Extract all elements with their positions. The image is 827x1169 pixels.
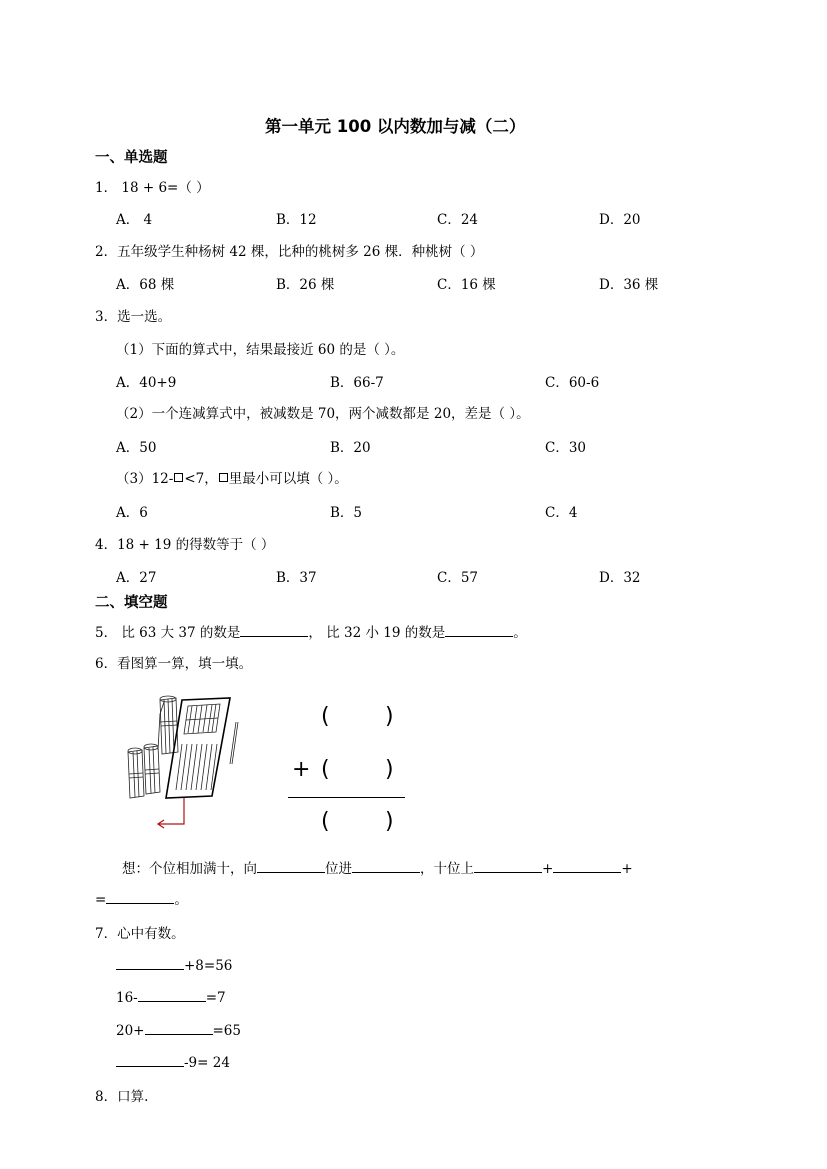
question-3-stem: 3．选一选。 — [95, 309, 172, 325]
q6-equals: = — [95, 892, 107, 908]
box-placeholder-icon — [174, 473, 183, 482]
question-3-sub1: （1）下面的算式中，结果最接近 60 的是（ ）。 — [116, 342, 405, 358]
q6-blank-4[interactable] — [553, 858, 621, 873]
question-8-stem: 8．口算. — [95, 1089, 149, 1105]
q1-option-b[interactable]: B．12 — [276, 212, 317, 228]
question-4-stem: 4．18 + 19 的得数等于（ ） — [95, 537, 275, 553]
question-1-stem: 1． 18 + 6=（ ） — [95, 180, 210, 196]
q7-line-2-text-b: =7 — [205, 990, 226, 1006]
q7-line-3 — [116, 1020, 241, 1039]
q1-option-d[interactable]: D．20 — [599, 212, 641, 228]
q3-sub3-option-b[interactable]: B．5 — [330, 505, 363, 521]
addend-2-close-paren: ) — [385, 757, 394, 782]
addend-2-open-paren: ( — [321, 757, 330, 782]
q3-sub2-option-c[interactable]: C．30 — [545, 440, 587, 456]
q6-think-text-b: 位进 — [325, 861, 352, 877]
q6-blank-5[interactable] — [106, 889, 174, 904]
question-2-stem: 2．五年级学生种杨树 42 棵，比种的桃树多 26 棵．种桃树（ ） — [95, 244, 484, 260]
addend-1-close-paren: ) — [385, 704, 394, 729]
q2-option-b[interactable]: B．26 棵 — [276, 277, 335, 293]
plus-sign: + — [292, 757, 311, 782]
q4-option-a[interactable]: A．27 — [116, 570, 157, 586]
q7-line-2 — [116, 987, 226, 1006]
q3-sub3-option-c[interactable]: C．4 — [545, 505, 578, 521]
question-5 — [95, 621, 527, 641]
q3-sub1-option-a[interactable]: A．40+9 — [116, 375, 177, 391]
q7-line-1-text: +8=56 — [184, 958, 233, 974]
q7-blank-1[interactable] — [116, 955, 184, 970]
q3-sub3-text-b: <7， — [184, 471, 218, 487]
counting-sticks-image — [120, 692, 242, 832]
q4-option-b[interactable]: B．37 — [276, 570, 317, 586]
q6-blank-1[interactable] — [257, 858, 325, 873]
page-title: 第一单元 100 以内数加与减（二） — [265, 117, 526, 136]
q3-sub3-option-a[interactable]: A．6 — [116, 505, 148, 521]
section-heading-single-choice: 一、单选题 — [95, 150, 168, 166]
q3-sub2-option-a[interactable]: A．50 — [116, 440, 157, 456]
addend-1-open-paren: ( — [321, 704, 330, 729]
q6-plus-1: + — [542, 861, 554, 877]
q1-option-a[interactable]: A． 4 — [116, 212, 153, 228]
q2-option-c[interactable]: C．16 棵 — [437, 277, 496, 293]
q7-line-4-text: -9= 24 — [184, 1055, 230, 1071]
q6-think-line-2 — [95, 888, 188, 908]
q5-text-b: ， 比 32 小 19 的数是 — [308, 625, 446, 641]
q7-line-1 — [116, 955, 232, 974]
q6-blank-2[interactable] — [352, 858, 420, 873]
q3-sub2-option-b[interactable]: B．20 — [330, 440, 371, 456]
q7-line-3-text-b: =65 — [212, 1023, 241, 1039]
question-6-stem: 6．看图算一算，填一填。 — [95, 656, 253, 672]
q2-option-a[interactable]: A．68 棵 — [116, 277, 175, 293]
q6-plus-2: + — [621, 861, 633, 877]
q4-option-c[interactable]: C．57 — [437, 570, 479, 586]
sum-rule-line — [288, 797, 405, 798]
q7-line-4 — [116, 1052, 230, 1071]
q7-blank-4[interactable] — [116, 1052, 184, 1067]
q7-line-2-text-a: 16- — [116, 990, 138, 1006]
q4-option-d[interactable]: D．32 — [599, 570, 641, 586]
q7-line-3-text-a: 20+ — [116, 1023, 145, 1039]
q5-text-c: 。 — [513, 625, 527, 641]
q2-option-d[interactable]: D．36 棵 — [599, 277, 659, 293]
q5-answer-blank-1[interactable] — [240, 622, 308, 637]
sum-close-paren: ) — [385, 809, 394, 834]
q6-think-text-a: 想：个位相加满十，向 — [122, 861, 257, 877]
q3-sub3-text-c: 里最小可以填（ ）。 — [228, 471, 348, 487]
q6-think-text-c: ，十位上 — [420, 861, 474, 877]
q5-text-a: 5． 比 63 大 37 的数是 — [95, 625, 241, 641]
q1-option-c[interactable]: C．24 — [437, 212, 479, 228]
q3-sub1-option-c[interactable]: C．60-6 — [545, 375, 600, 391]
section-heading-fill-in: 二、填空题 — [95, 595, 168, 611]
q7-blank-3[interactable] — [145, 1020, 213, 1035]
q6-think-line — [122, 857, 633, 877]
q5-answer-blank-2[interactable] — [445, 622, 513, 637]
q6-blank-3[interactable] — [474, 858, 542, 873]
q6-end: 。 — [174, 892, 188, 908]
box-placeholder-icon — [219, 473, 228, 482]
question-3-sub2: （2）一个连减算式中，被减数是 70，两个减数都是 20，差是（ ）。 — [116, 406, 530, 422]
q7-blank-2[interactable] — [138, 987, 206, 1002]
sum-open-paren: ( — [321, 809, 330, 834]
question-3-sub3 — [116, 467, 348, 487]
q3-sub3-text-a: （3）12- — [116, 471, 174, 487]
q3-sub1-option-b[interactable]: B．66-7 — [330, 375, 384, 391]
question-7-stem: 7．心中有数。 — [95, 926, 185, 942]
